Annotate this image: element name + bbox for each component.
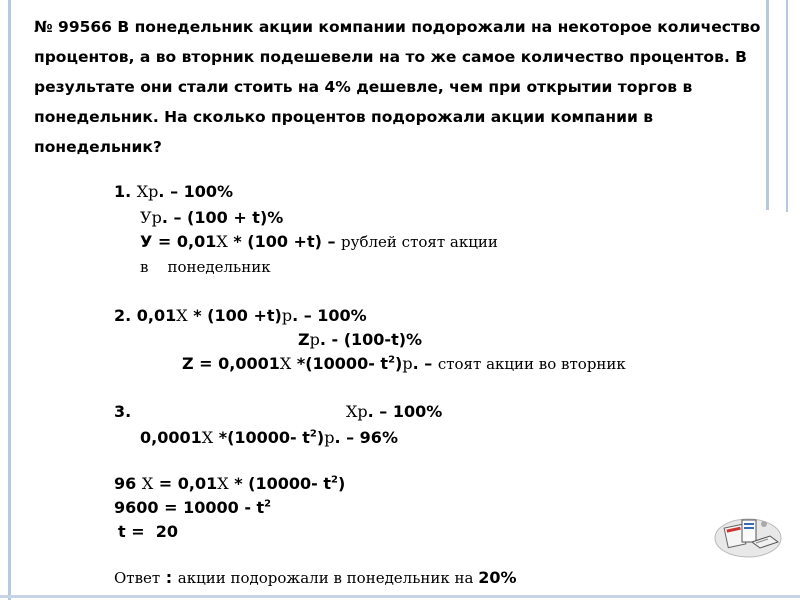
problem-text: В понедельник акции компании подорожали на некоторое количество процентов, а во вторник подешевели на то же самое количество процентов. В результате они стали стоить на 4% дешевле, чем при открытии торгов в понедельник. На сколько процентов подорожали акции компании в понедельник? (34, 18, 761, 156)
answer-line: Ответ : акции подорожали в понедельник на 20% (114, 568, 517, 587)
answer-label: Ответ (114, 569, 161, 587)
slide-left-rule (8, 0, 11, 600)
step2-line2: Zр. - (100-t)% (298, 330, 423, 349)
solve-line1: 96 Х = 0,01Х * (10000- $t^2$) (114, 474, 346, 493)
step1-line4: в понедельник (140, 258, 271, 276)
problem-number: № 99566 (34, 18, 112, 36)
step1-line3: У = 0,01Х * (100 +t) – рублей стоят акции (140, 232, 498, 251)
books-icon (712, 508, 782, 558)
step2-line1: 2. 0,01Х * (100 +t)р. – 100% (114, 306, 367, 325)
solve-line3: t = 20 (118, 522, 179, 541)
slide-right-rule (766, 0, 769, 210)
step3-line2: 0,0001Х *(10000- $t^2)р$. – 96% (140, 428, 398, 447)
step1-line2: Ур. – (100 + t)% (140, 208, 284, 227)
problem-statement (34, 12, 764, 162)
step3-line1a: 3. (114, 402, 132, 421)
step1-line1: 1. Хр. – 100% (114, 182, 234, 201)
step3-line1b: Хр. – 100% (346, 402, 443, 421)
slide-bottom-rule (0, 595, 800, 598)
solve-line2: $9600 = 10000 - t^2$ (114, 498, 272, 517)
slide-right-rule-2 (786, 0, 788, 212)
answer-value: 20% (478, 568, 517, 587)
step2-line3: Z = 0,0001Х *(10000- $t^2)р$. – стоят акции во вторник (182, 354, 626, 373)
answer-text: акции подорожали в понедельник на (177, 569, 479, 587)
